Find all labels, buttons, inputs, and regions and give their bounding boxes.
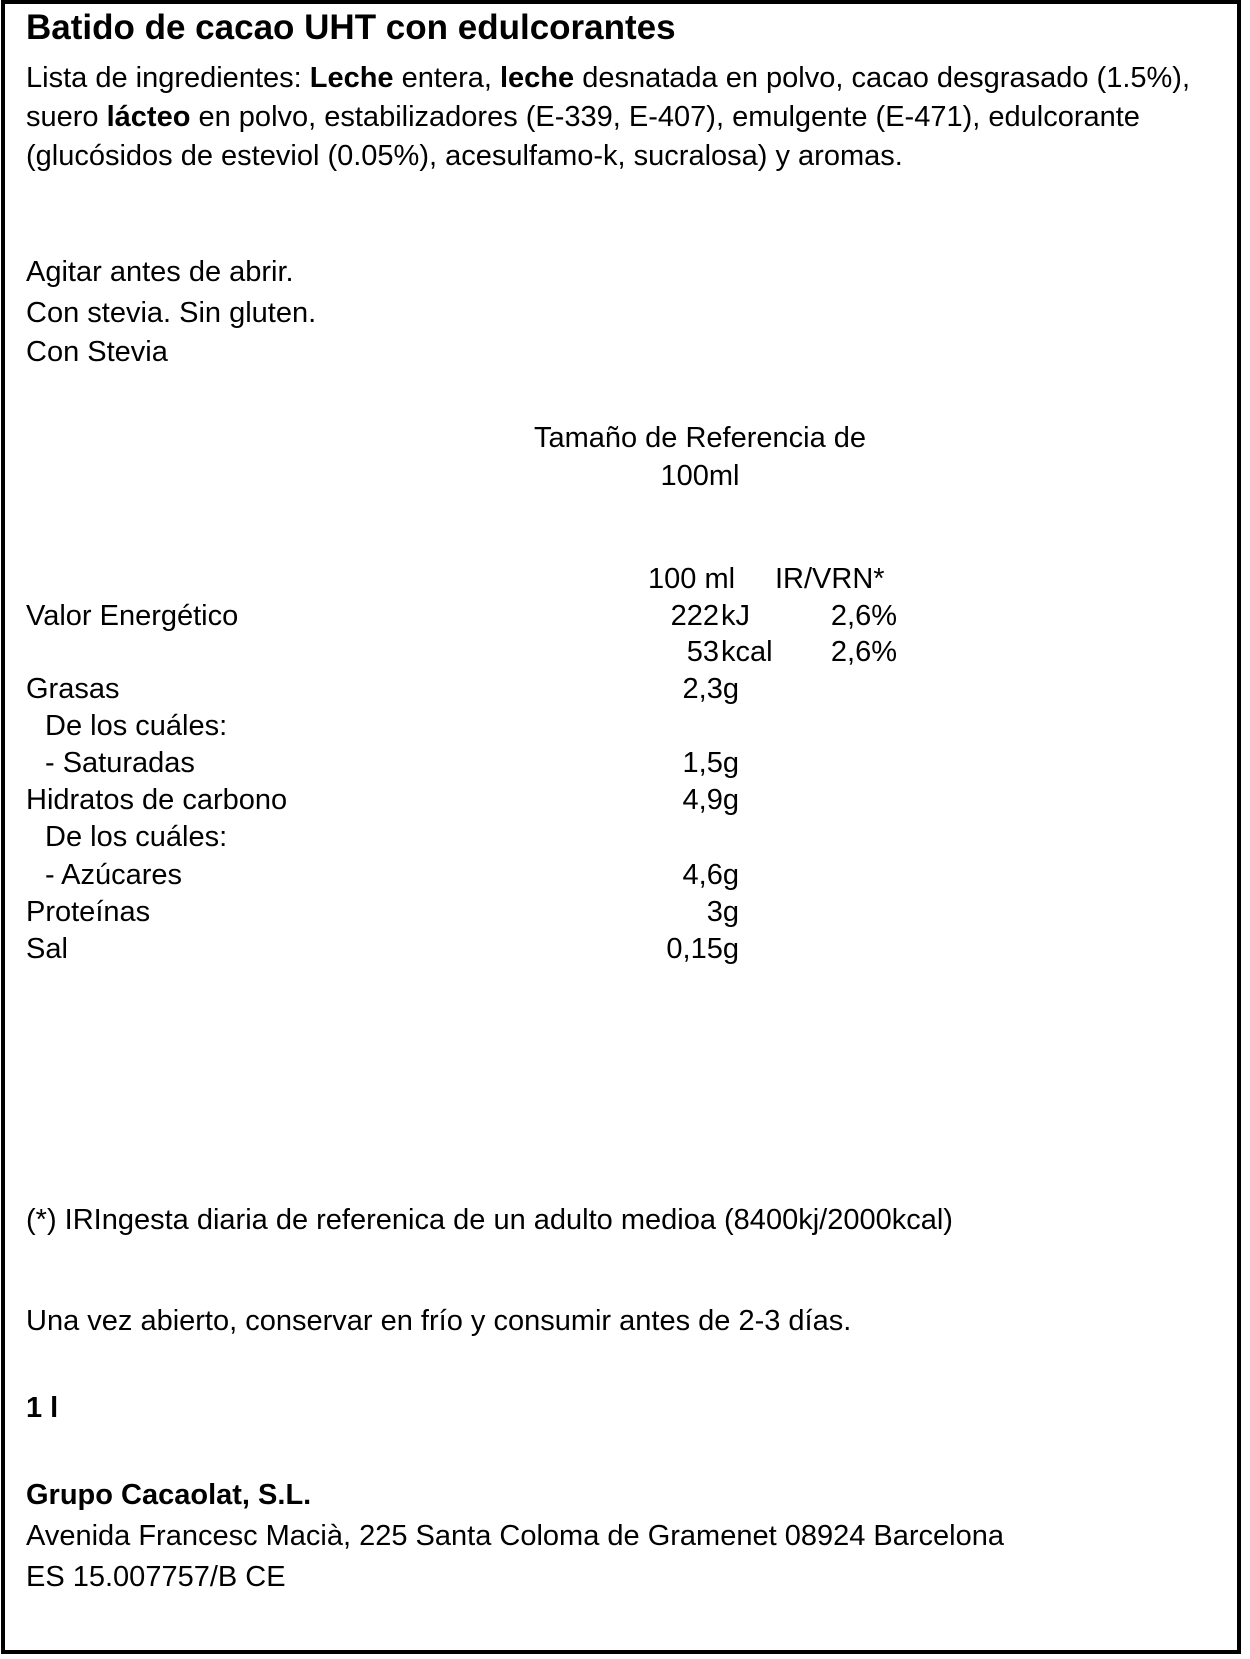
company-name: Grupo Cacaolat, S.L.	[26, 1479, 312, 1511]
row-carbs-value: 4,9g	[682, 784, 739, 816]
col-header-ir-vrn: IR/VRN*	[775, 563, 885, 595]
reference-size-line1: Tamaño de Referencia de	[533, 422, 867, 454]
ingredients-text-1: entera,	[393, 62, 500, 94]
note-shake: Agitar antes de abrir.	[26, 256, 294, 288]
col-header-per-100ml: 100 ml	[648, 563, 736, 595]
energy-kj-value: 222	[670, 600, 719, 632]
row-saturated-value: 1,5g	[682, 747, 739, 779]
reference-size-line2: 100ml	[660, 460, 740, 492]
row-salt-value: 0,15g	[666, 933, 739, 965]
net-volume: 1 l	[26, 1392, 59, 1424]
company-address: Avenida Francesc Macià, 225 Santa Coloma de Gramenet 08924 Barcelona	[26, 1520, 1004, 1552]
allergen-lacteo: lácteo	[106, 101, 191, 133]
ingredients-list	[26, 59, 1221, 176]
row-fat-label: Grasas	[26, 673, 120, 705]
product-title: Batido de cacao UHT con edulcorantes	[26, 8, 676, 47]
allergen-leche-2: leche	[499, 62, 575, 94]
ingredients-prefix: Lista de ingredientes:	[26, 62, 310, 94]
ingredients-text-2: desnatada en polvo, cacao desgrasado (1.5%), suero	[26, 62, 1191, 133]
energy-kcal-value: 53	[686, 636, 719, 668]
row-protein-label: Proteínas	[26, 896, 151, 928]
note-stevia: Con Stevia	[26, 336, 168, 368]
ingredients-text-3: en polvo, estabilizadores (E-339, E-407), emulgente (E-471), edulcorante (glucósidos de esteviol (0.05%), acesulfamo-k, sucralosa) y aromas.	[26, 101, 1140, 172]
energy-kcal-unit: kcal	[721, 636, 773, 668]
label-document	[1, 0, 1241, 1654]
row-salt-label: Sal	[26, 933, 68, 965]
row-protein-value: 3g	[706, 896, 739, 928]
row-energy-label: Valor Energético	[26, 600, 239, 632]
row-saturated-label: - Saturadas	[45, 747, 195, 779]
row-carbs-label: Hidratos de carbono	[26, 784, 288, 816]
row-sugars-value: 4,6g	[682, 859, 739, 891]
company-registry: ES 15.007757/B CE	[26, 1561, 286, 1593]
footnote-ir: (*) IRIngesta diaria de referenica de un adulto medioa (8400kj/2000kcal)	[26, 1204, 953, 1236]
allergen-leche: Leche	[309, 62, 394, 94]
note-stevia-gluten: Con stevia. Sin gluten.	[26, 297, 317, 329]
storage-instructions: Una vez abierto, conservar en frío y consumir antes de 2-3 días.	[26, 1305, 852, 1337]
energy-kj-unit: kJ	[721, 600, 750, 632]
row-sugars-label: - Azúcares	[45, 859, 182, 891]
row-fat-of-which-label: De los cuáles:	[45, 710, 228, 742]
energy-kj-pct: 2,6%	[830, 600, 897, 632]
row-fat-value: 2,3g	[682, 673, 739, 705]
row-carbs-of-which-label: De los cuáles:	[45, 821, 228, 853]
energy-kcal-pct: 2,6%	[830, 636, 897, 668]
